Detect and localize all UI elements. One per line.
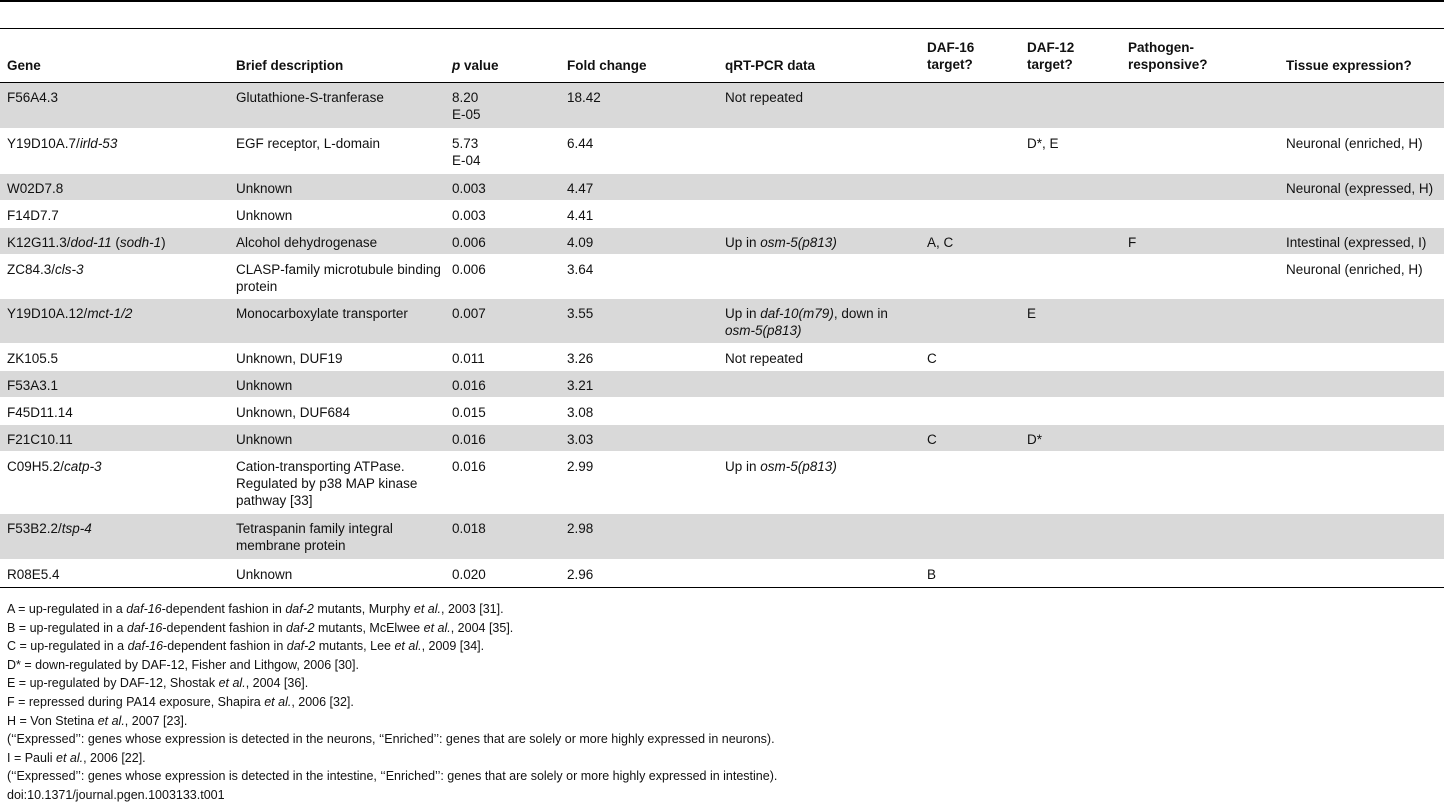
- cell-p-value: 0.016: [452, 459, 486, 474]
- cell-fold-change: 2.98: [567, 521, 594, 536]
- cell-p-value: 0.006: [452, 262, 486, 277]
- header-pathogen-responsive: [1128, 39, 1278, 73]
- cell-daf16: A, C: [927, 235, 954, 250]
- table-bottom-rule: [0, 587, 1444, 588]
- cell-fold-change: 2.99: [567, 459, 594, 474]
- header-pathogen-line1: Pathogen-: [1128, 40, 1194, 55]
- cell-qrt-pcr: Up in daf-10(m79), down in osm-5(p813): [725, 306, 888, 338]
- cell-p-value: 8.20 E-05: [452, 90, 481, 122]
- cell-p-value: 0.011: [452, 351, 485, 366]
- header-daf12-line1: DAF-12: [1027, 40, 1075, 55]
- cell-fold-change: 2.96: [567, 567, 594, 582]
- cell-daf12: E: [1027, 306, 1037, 321]
- header-daf16-target: [927, 39, 1017, 73]
- cell-daf16: C: [927, 432, 937, 447]
- cell-fold-change: 3.21: [567, 378, 594, 393]
- table-row: [0, 83, 1444, 128]
- cell-fold-change: 6.44: [567, 136, 594, 151]
- header-daf16-line2: target?: [927, 57, 973, 72]
- footnote-line: B = up-regulated in a daf-16-dependent fashion in daf-2 mutants, McElwee et al., 2004 [35].: [7, 620, 514, 635]
- footnote-line: D* = down-regulated by DAF-12, Fisher and Lithgow, 2006 [30].: [7, 657, 359, 672]
- cell-gene: F53B2.2/tsp-4: [7, 521, 92, 536]
- cell-description: Cation-transporting ATPase. Regulated by p38 MAP kinase pathway [33]: [236, 459, 418, 508]
- cell-p-value: 0.007: [452, 306, 486, 321]
- cell-p-value: 0.016: [452, 432, 486, 447]
- cell-fold-change: 3.64: [567, 262, 594, 277]
- cell-fold-change: 3.08: [567, 405, 594, 420]
- cell-description: Unknown: [236, 378, 293, 393]
- table-row: [0, 298, 1444, 344]
- cell-p-value: 0.020: [452, 567, 486, 582]
- table-header: [0, 29, 1444, 82]
- cell-p-value: 0.006: [452, 235, 486, 250]
- cell-fold-change: 4.47: [567, 181, 594, 196]
- cell-gene: F14D7.7: [7, 208, 59, 223]
- cell-gene: W02D7.8: [7, 181, 64, 196]
- cell-gene: F56A4.3: [7, 90, 59, 105]
- footnote-line: E = up-regulated by DAF-12, Shostak et al., 2004 [36].: [7, 676, 309, 691]
- cell-fold-change: 3.55: [567, 306, 594, 321]
- cell-description: Glutathione-S-tranferase: [236, 90, 384, 105]
- cell-gene: K12G11.3/dod-11 (sodh-1): [7, 235, 166, 250]
- table-row: [0, 397, 1444, 425]
- cell-description: Unknown, DUF684: [236, 405, 351, 420]
- header-daf12-line2: target?: [1027, 57, 1073, 72]
- cell-gene: R08E5.4: [7, 567, 60, 582]
- header-p-rest: value: [460, 58, 499, 73]
- cell-fold-change: 4.09: [567, 235, 594, 250]
- cell-description: Unknown: [236, 181, 293, 196]
- table-row: [0, 173, 1444, 201]
- cell-qrt-pcr: Up in osm-5(p813): [725, 459, 837, 474]
- cell-description: Unknown: [236, 567, 293, 582]
- table-row: [0, 424, 1444, 452]
- cell-gene: F21C10.11: [7, 432, 73, 447]
- cell-gene: F45D11.14: [7, 405, 73, 420]
- cell-gene: ZK105.5: [7, 351, 59, 366]
- cell-p-value: 5.73 E-04: [452, 136, 481, 168]
- cell-description: Alcohol dehydrogenase: [236, 235, 378, 250]
- header-daf12-target: [1027, 39, 1122, 73]
- table-top-rule: [0, 0, 1444, 2]
- cell-p-value: 0.003: [452, 181, 486, 196]
- cell-gene: Y19D10A.7/irld-53: [7, 136, 118, 151]
- cell-gene: C09H5.2/catp-3: [7, 459, 102, 474]
- footnote-line: H = Von Stetina et al., 2007 [23].: [7, 713, 188, 728]
- cell-tissue: Neuronal (enriched, H): [1286, 136, 1423, 151]
- cell-tissue: Intestinal (expressed, I): [1286, 235, 1427, 250]
- cell-qrt-pcr: Not repeated: [725, 90, 804, 105]
- cell-gene: Y19D10A.12/mct-1/2: [7, 306, 133, 321]
- cell-fold-change: 3.03: [567, 432, 594, 447]
- cell-description: Unknown: [236, 432, 293, 447]
- footnote-line: (‘‘Expressed’’: genes whose expression is detected in the intestine, ‘‘Enriched’’: genes that are solely or more highly expressed in intestine).: [7, 769, 778, 784]
- header-p-italic: p: [452, 58, 461, 73]
- header-p-value: [452, 57, 552, 74]
- header-brief-description: Brief description: [236, 58, 344, 73]
- cell-description: Monocarboxylate transporter: [236, 306, 408, 321]
- cell-description: EGF receptor, L-domain: [236, 136, 381, 151]
- header-gene: Gene: [7, 58, 41, 73]
- cell-description: Unknown, DUF19: [236, 351, 343, 366]
- cell-fold-change: 3.26: [567, 351, 594, 366]
- table-row: [0, 343, 1444, 371]
- cell-p-value: 0.018: [452, 521, 486, 536]
- cell-daf16: C: [927, 351, 937, 366]
- cell-daf12: D*, E: [1027, 136, 1059, 151]
- header-pathogen-line2: responsive?: [1128, 57, 1208, 72]
- cell-description: CLASP-family microtubule binding protein: [236, 262, 441, 294]
- table-row: [0, 227, 1444, 255]
- cell-tissue: Neuronal (expressed, H): [1286, 181, 1434, 196]
- header-tissue-expression: Tissue expression?: [1286, 58, 1412, 73]
- header-fold-change: Fold change: [567, 58, 647, 73]
- cell-tissue: Neuronal (enriched, H): [1286, 262, 1423, 277]
- footnote-line: (‘‘Expressed’’: genes whose expression is detected in the neurons, ‘‘Enriched’’: genes that are solely or more highly expressed in neurons).: [7, 732, 775, 747]
- cell-fold-change: 4.41: [567, 208, 594, 223]
- cell-qrt-pcr: Up in osm-5(p813): [725, 235, 837, 250]
- cell-fold-change: 18.42: [567, 90, 601, 105]
- cell-pathogen: F: [1128, 235, 1137, 250]
- header-qrt-pcr: qRT-PCR data: [725, 58, 816, 73]
- cell-p-value: 0.015: [452, 405, 486, 420]
- table-row: [0, 254, 1444, 299]
- table-row: [0, 370, 1444, 398]
- footnote-line: I = Pauli et al., 2006 [22].: [7, 750, 146, 765]
- table-row: [0, 559, 1444, 588]
- cell-daf16: B: [927, 567, 937, 582]
- footnote-line: A = up-regulated in a daf-16-dependent fashion in daf-2 mutants, Murphy et al., 2003 [31].: [7, 602, 504, 616]
- table-row: [0, 513, 1444, 560]
- footnote-line: F = repressed during PA14 exposure, Shapira et al., 2006 [32].: [7, 694, 354, 709]
- doi-line: doi:10.1371/journal.pgen.1003133.t001: [7, 787, 225, 802]
- footnote-line: C = up-regulated in a daf-16-dependent fashion in daf-2 mutants, Lee et al., 2009 [34].: [7, 639, 485, 654]
- cell-gene: F53A3.1: [7, 378, 59, 393]
- cell-p-value: 0.003: [452, 208, 486, 223]
- table-row: [0, 128, 1444, 174]
- table-row: [0, 451, 1444, 514]
- table-footnotes: [7, 600, 1437, 805]
- cell-qrt-pcr: Not repeated: [725, 351, 804, 366]
- cell-p-value: 0.016: [452, 378, 486, 393]
- cell-daf12: D*: [1027, 432, 1043, 447]
- cell-gene: ZC84.3/cls-3: [7, 262, 84, 277]
- cell-description: Tetraspanin family integral membrane protein: [236, 521, 393, 553]
- header-daf16-line1: DAF-16: [927, 40, 975, 55]
- cell-description: Unknown: [236, 208, 293, 223]
- table-row: [0, 200, 1444, 228]
